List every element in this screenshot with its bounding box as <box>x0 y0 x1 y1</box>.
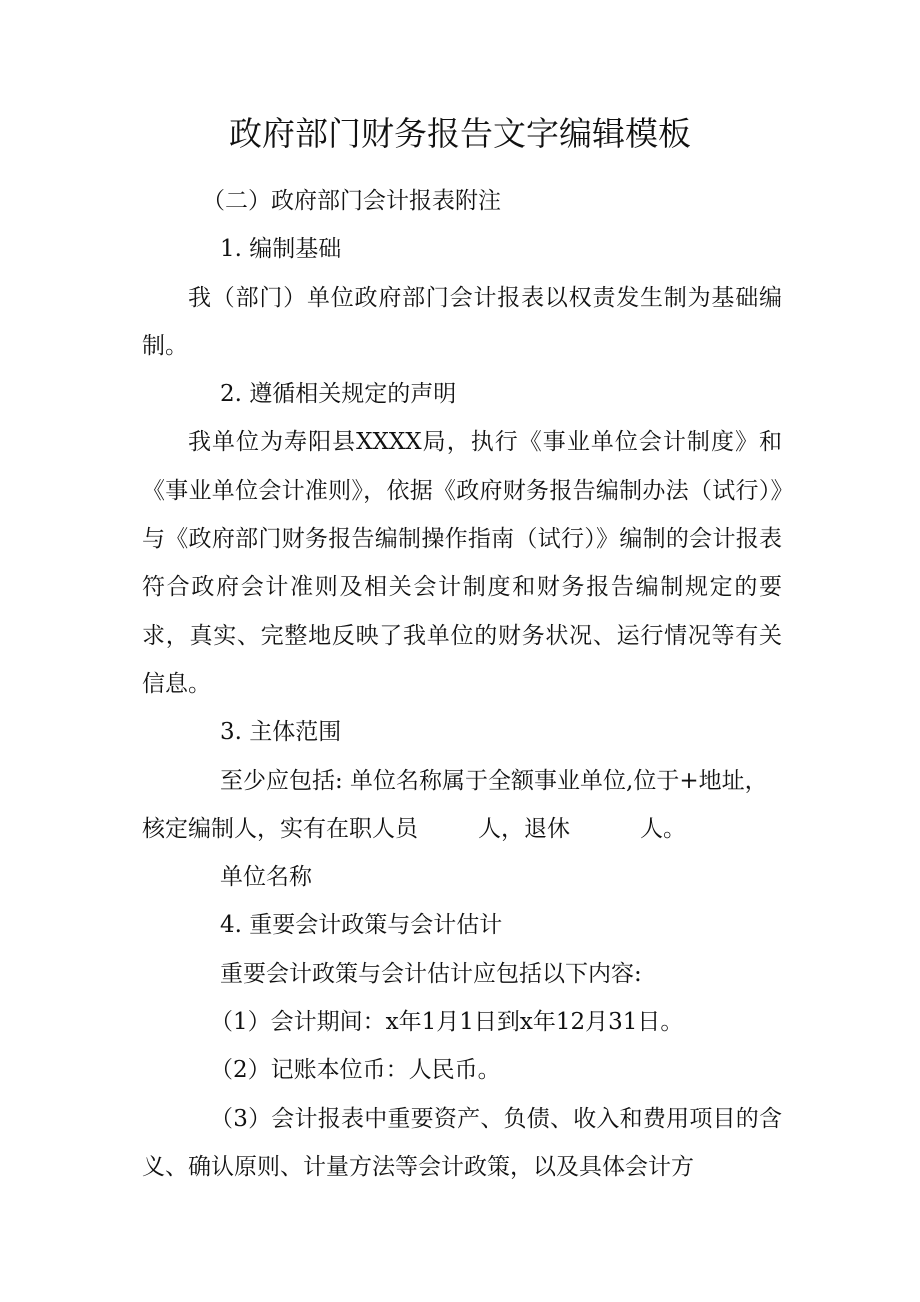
staff-label: 核定编制人，实有在职人员 <box>142 815 418 842</box>
paragraph-4: 重要会计政策与会计估计应包括以下内容: <box>220 960 642 987</box>
paragraph-3 <box>142 757 782 854</box>
paragraph-3-line-2 <box>142 805 782 853</box>
list-item-1: （1）会计期间：x年1月1日到x年12月31日。 <box>210 1009 684 1036</box>
list-item-2: （2）记账本位币：人民币。 <box>210 1057 501 1084</box>
heading-2: 2. 遵循相关规定的声明 <box>220 381 457 408</box>
heading-3: 3. 主体范围 <box>220 719 342 746</box>
section-heading: （二）政府部门会计报表附注 <box>202 188 501 214</box>
people-suffix: 人。 <box>640 815 686 842</box>
document-title: 政府部门财务报告文字编辑模板 <box>229 114 691 153</box>
heading-1: 1. 编制基础 <box>220 236 342 263</box>
retired-label: 人，退休 <box>478 815 570 842</box>
paragraph-2: 我单位为寿阳县XXXX局，执行《事业单位会计制度》和《事业单位会计准则》，依据《政府财务报告编制办法（试行）》与《政府部门财务报告编制操作指南（试行）》编制的会计报表符合政府会计准则及相关会计制度和财务报告编制规定的要求，真实、完整地反映了我单位的财务状况、运行情况等有关信息。 <box>142 429 782 697</box>
list-item-3: （3）会计报表中重要资产、负债、收入和费用项目的含义、确认原则、计量方法等会计政策，以及具体会计方 <box>142 1105 782 1180</box>
heading-4: 4. 重要会计政策与会计估计 <box>220 912 503 939</box>
document-body <box>142 177 782 1191</box>
paragraph-3-line-1: 至少应包括: 单位名称属于全额事业单位,位于+地址， <box>220 767 768 794</box>
unit-name-placeholder: 单位名称 <box>220 864 312 891</box>
paragraph-1: 我（部门）单位政府部门会计报表以权责发生制为基础编制。 <box>142 284 782 359</box>
